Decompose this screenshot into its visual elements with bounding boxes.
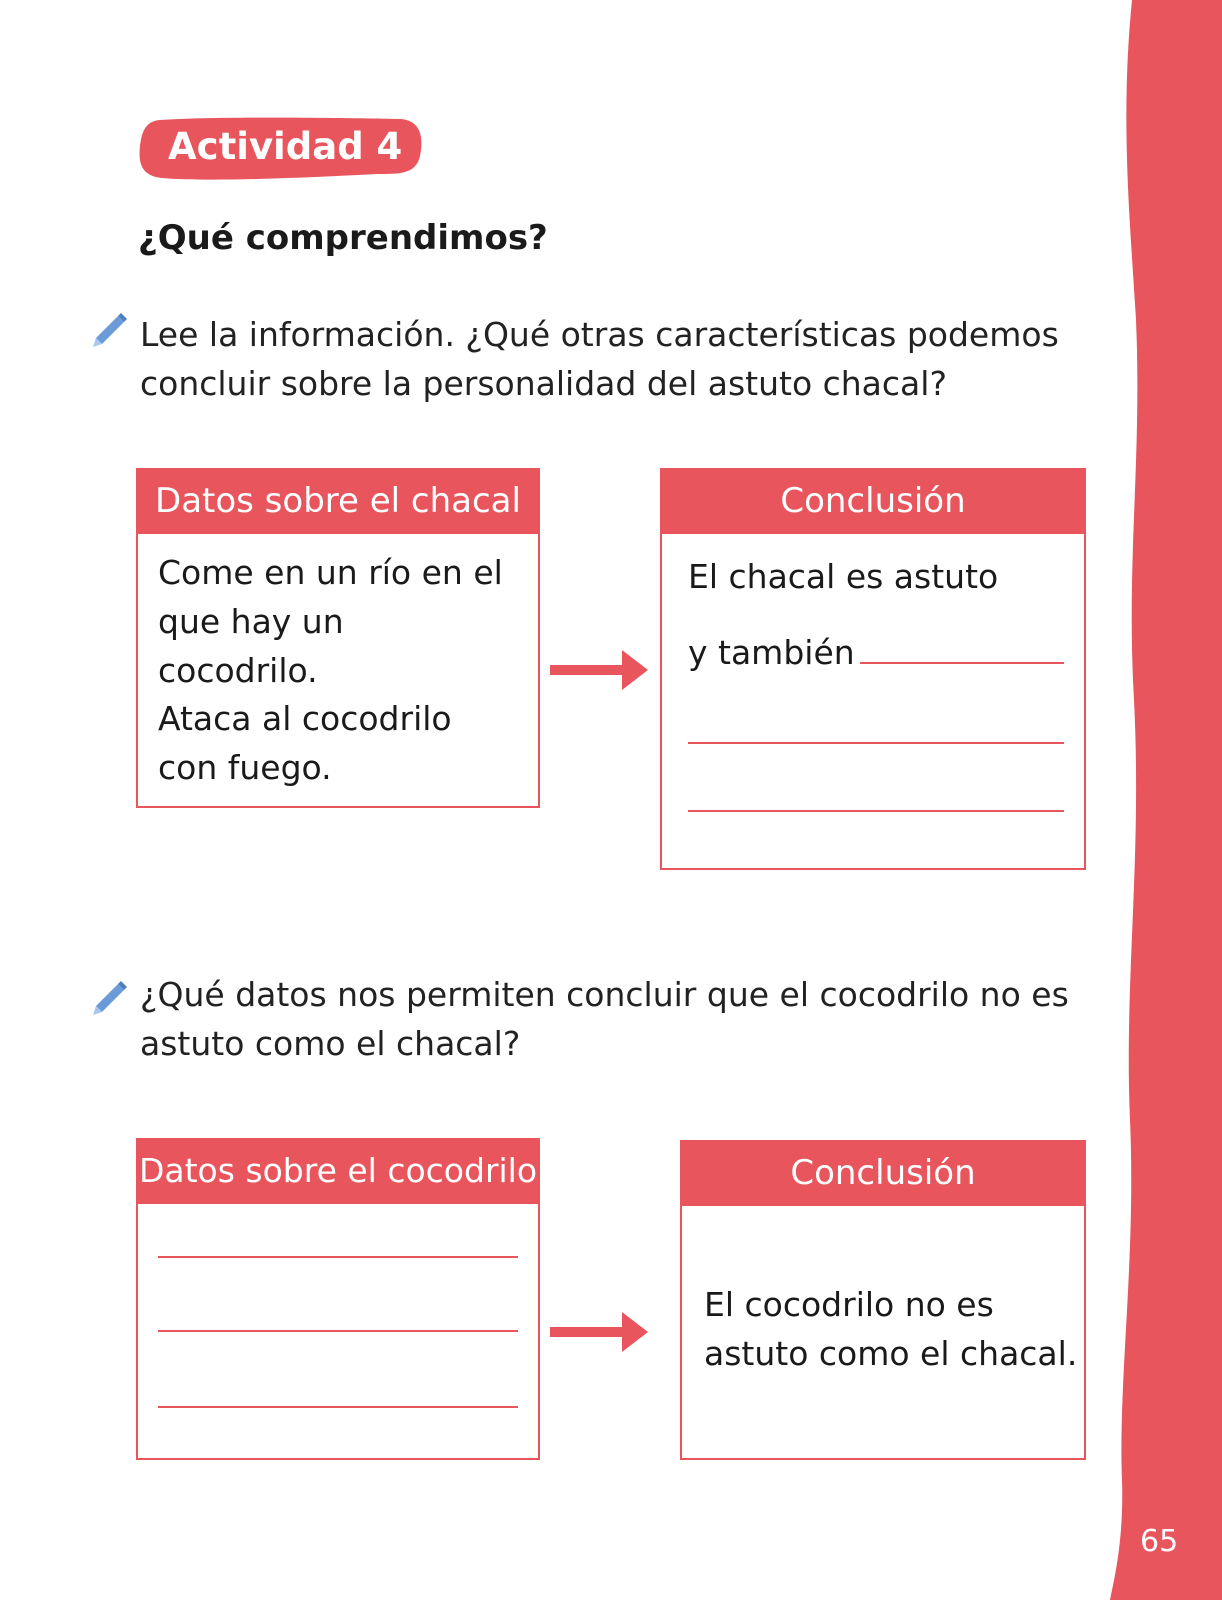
side-band xyxy=(1100,0,1222,1600)
answer-line[interactable] xyxy=(688,742,1064,744)
jackal-fact-2: Ataca al cocodrilo con fuego. xyxy=(158,699,452,787)
conclusion-box-crocodile-header: Conclusión xyxy=(682,1142,1084,1204)
conclusion-box-jackal-body xyxy=(662,532,1084,868)
conclusion-box-jackal xyxy=(660,468,1086,870)
conclusion-box-jackal-header: Conclusión xyxy=(662,470,1084,532)
conclusion-box-crocodile xyxy=(680,1140,1086,1460)
question-2-text: ¿Qué datos nos permiten concluir que el cocodrilo no es astuto como el chacal? xyxy=(140,975,1069,1063)
arrow-right-icon xyxy=(550,1310,650,1354)
page-number: 65 xyxy=(1140,1524,1179,1559)
data-box-crocodile xyxy=(136,1138,540,1460)
answer-line[interactable] xyxy=(860,662,1064,664)
pencil-icon xyxy=(88,976,130,1018)
arrow-right-icon xyxy=(550,648,650,692)
answer-line[interactable] xyxy=(158,1330,518,1332)
question-1-text: Lee la información. ¿Qué otras características podemos concluir sobre la personalidad del astuto chacal? xyxy=(140,315,1059,403)
jackal-conclusion-line-2: y también xyxy=(688,633,855,672)
data-box-jackal xyxy=(136,468,540,808)
section-title: ¿Qué comprendimos? xyxy=(138,218,548,258)
data-box-crocodile-header: Datos sobre el cocodrilo xyxy=(138,1140,538,1202)
data-box-jackal-header: Datos sobre el chacal xyxy=(138,470,538,532)
answer-line[interactable] xyxy=(158,1256,518,1258)
conclusion-box-crocodile-body xyxy=(682,1204,1084,1458)
crocodile-conclusion-text: El cocodrilo no es astuto como el chacal. xyxy=(704,1285,1078,1373)
activity-badge xyxy=(138,116,424,180)
jackal-conclusion-line-1: El chacal es astuto xyxy=(688,557,999,596)
jackal-fact-1: Come en un río en el que hay un cocodrilo. xyxy=(158,553,503,690)
data-box-jackal-body xyxy=(138,532,538,806)
data-box-crocodile-body xyxy=(138,1202,538,1458)
pencil-icon xyxy=(88,308,130,350)
answer-line[interactable] xyxy=(158,1406,518,1408)
answer-line[interactable] xyxy=(688,810,1064,812)
activity-label: Actividad 4 xyxy=(168,125,403,168)
